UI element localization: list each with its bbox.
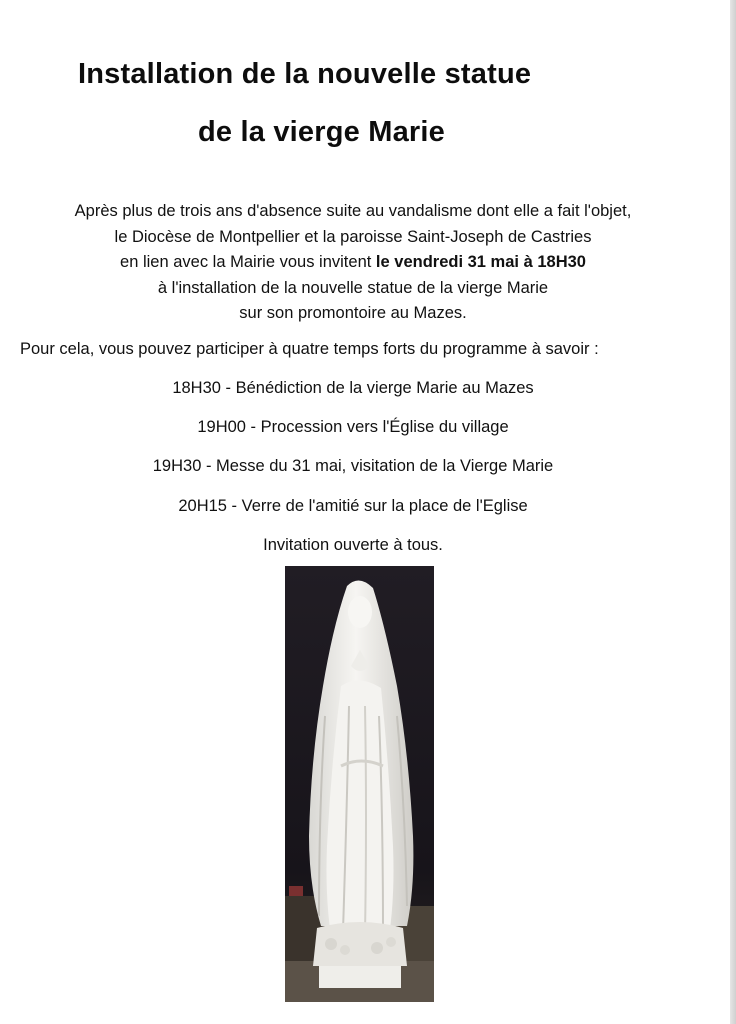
- program-item-procession: 19H00 - Procession vers l'Église du village: [197, 418, 509, 437]
- intro-line-1: Après plus de trois ans d'absence suite au vandalisme dont elle a fait l'objet,: [74, 202, 632, 220]
- event-date-highlight: le vendredi 31 mai à 18H30: [375, 253, 586, 271]
- program-item-reception: 20H15 - Verre de l'amitié sur la place de l'Eglise: [178, 496, 528, 515]
- intro-line-5: sur son promontoire au Mazes.: [239, 304, 467, 322]
- title-line-1: Installation de la nouvelle statue: [78, 58, 532, 90]
- program-item-mass: 19H30 - Messe du 31 mai, visitation de la Vierge Marie: [152, 457, 554, 476]
- program-lead: Pour cela, vous pouvez participer à quatre temps forts du programme à savoir :: [20, 340, 599, 358]
- intro-line-2: le Diocèse de Montpellier et la paroisse Saint-Joseph de Castries: [114, 227, 592, 246]
- statue-photo-image: [285, 566, 434, 1002]
- intro-line-3-text: en lien avec la Mairie vous invitent: [120, 253, 376, 271]
- intro-paragraph: [0, 199, 706, 327]
- title-line-2: de la vierge Marie: [198, 116, 445, 148]
- statue-photo: [285, 566, 434, 1002]
- closing-invitation: Invitation ouverte à tous.: [263, 535, 443, 554]
- intro-line-3: [0, 250, 706, 276]
- page-edge-shadow: [730, 0, 736, 1024]
- program-item-blessing: 18H30 - Bénédiction de la vierge Marie au Mazes: [172, 379, 534, 397]
- intro-line-4: à l'installation de la nouvelle statue de la vierge Marie: [157, 278, 549, 297]
- program-list: [0, 377, 706, 573]
